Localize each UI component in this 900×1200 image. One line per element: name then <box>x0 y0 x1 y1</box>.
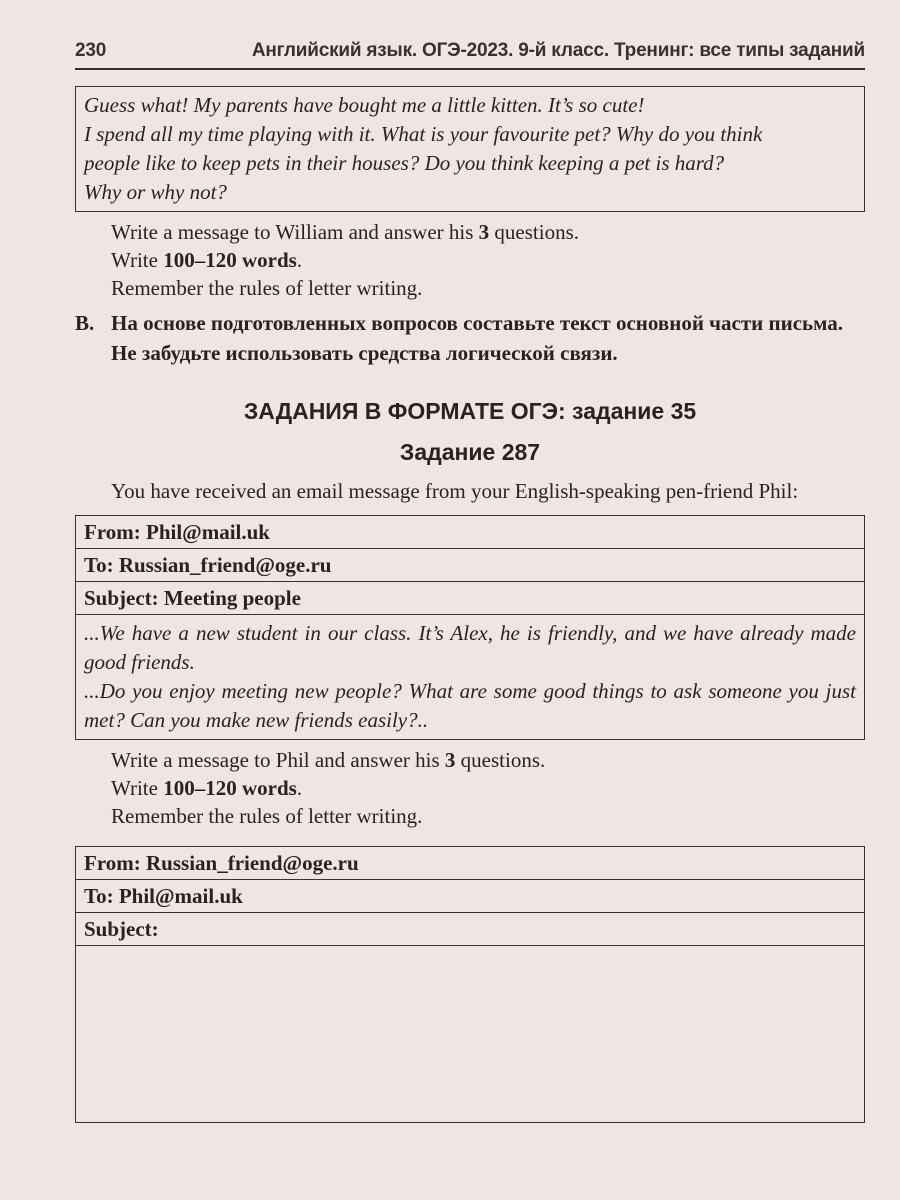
email-from: From: Phil@mail.uk <box>76 516 864 549</box>
page-number: 230 <box>75 40 107 61</box>
text: Write a message to William and answer his <box>111 220 479 244</box>
task-b-text: На основе подготовленных вопросов составьте текст основной части письма. Не забудьте использовать средства логической связи. <box>111 311 844 365</box>
text: questions. <box>455 748 546 772</box>
instruction-line <box>111 218 865 246</box>
email-subject: Subject: Meeting people <box>76 582 864 615</box>
email-paragraph: ...Do you enjoy meeting new people? What are some good things to ask someone you just met? Can you make new friends easily?.. <box>84 679 856 732</box>
instruction-line <box>111 774 865 802</box>
instruction-line <box>111 246 865 274</box>
text: . <box>296 248 303 272</box>
previous-instructions <box>75 218 865 302</box>
email-paragraph: ...We have a new student in our class. It’s Alex, he is friendly, and we have already made good friends. <box>84 621 856 674</box>
text: questions. <box>489 220 579 244</box>
task-letter: B. <box>75 311 95 335</box>
reply-body-area[interactable] <box>76 946 864 1122</box>
letter-line: I spend all my time playing with it. What is your favourite pet? Why do you think <box>84 122 763 146</box>
word-count: 100–120 words <box>163 248 297 272</box>
previous-letter-box <box>75 86 865 212</box>
task-instructions <box>75 746 865 830</box>
reply-email-form <box>75 846 865 1123</box>
instruction-line: Remember the rules of letter writing. <box>111 276 423 300</box>
email-body <box>76 615 864 739</box>
reply-from: From: Russian_friend@oge.ru <box>76 847 864 880</box>
text: Write a message to Phil and answer his <box>111 748 445 772</box>
task-intro: You have received an email message from your English-speaking pen-friend Phil: <box>111 479 799 503</box>
task-b <box>75 308 865 368</box>
text: Write <box>111 248 164 272</box>
letter-line: Why or why not? <box>84 180 227 204</box>
letter-line: Guess what! My parents have bought me a little kitten. It’s so cute! <box>84 93 645 117</box>
word-count: 100–120 words <box>163 776 297 800</box>
instruction-line: Remember the rules of letter writing. <box>111 804 423 828</box>
running-head <box>75 40 865 70</box>
text: Write <box>111 776 164 800</box>
incoming-email <box>75 515 865 740</box>
instruction-line <box>111 746 865 774</box>
letter-line: people like to keep pets in their houses? Do you think keeping a pet is hard? <box>84 151 725 175</box>
book-title: Английский язык. ОГЭ-2023. 9-й класс. Тренинг: все типы заданий <box>251 40 865 61</box>
task-title: Задание 287 <box>399 439 541 465</box>
question-count: 3 <box>478 220 490 244</box>
section-title: ЗАДАНИЯ В ФОРМАТЕ ОГЭ: задание 35 <box>243 398 697 424</box>
text: . <box>296 776 303 800</box>
question-count: 3 <box>444 748 456 772</box>
document-page <box>75 40 865 1123</box>
email-to: To: Russian_friend@oge.ru <box>76 549 864 582</box>
reply-to: To: Phil@mail.uk <box>76 880 864 913</box>
reply-subject[interactable]: Subject: <box>76 913 864 946</box>
